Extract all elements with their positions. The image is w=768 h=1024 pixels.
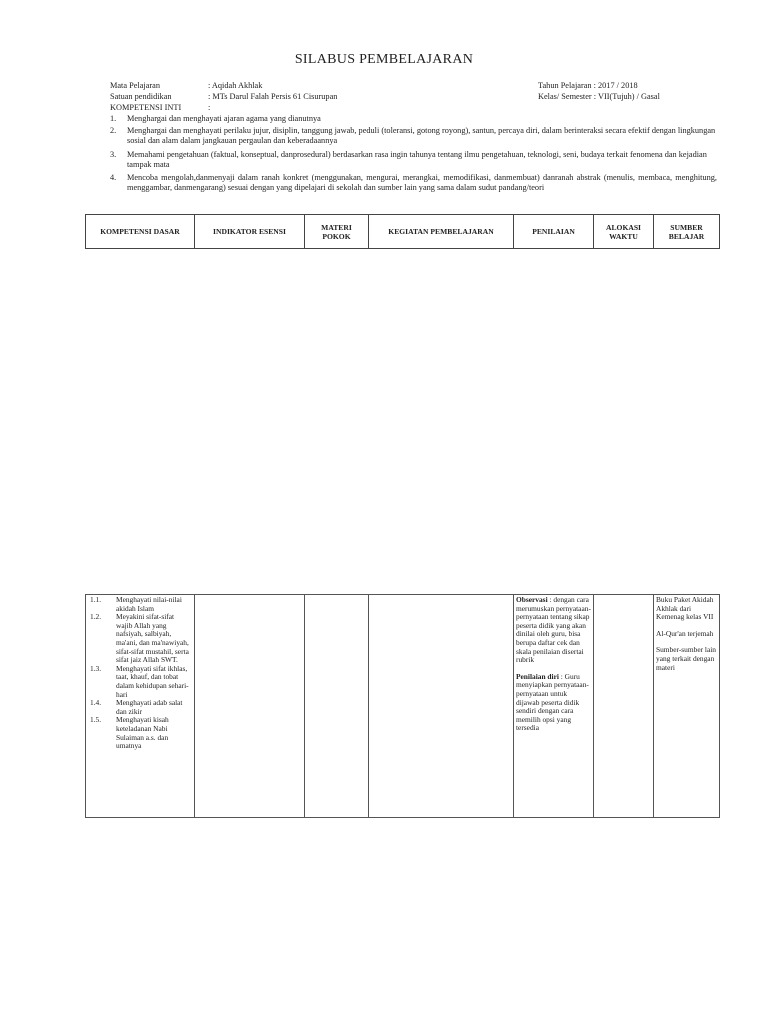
kd-text: Menghayati nilai-nilai akidah Islam xyxy=(116,595,182,613)
penilaian-observasi xyxy=(516,596,591,665)
sumber-cell xyxy=(654,595,720,818)
ki-item xyxy=(110,150,720,170)
ki-item xyxy=(110,173,720,203)
penilaian-diri xyxy=(516,673,591,733)
col-penilaian: PENILAIAN xyxy=(514,215,594,249)
kd-number: 1.4. xyxy=(90,698,102,708)
kd-number: 1.1. xyxy=(90,595,102,604)
col-indikator-esensi: INDIKATOR ESENSI xyxy=(195,215,305,249)
ki-number: 2. xyxy=(110,126,117,135)
kd-text: Menghayati adab salat dan zikir xyxy=(116,698,183,716)
ki-label: KOMPETENSI INTI xyxy=(110,103,182,112)
ki-number: 4. xyxy=(110,173,117,182)
kd-item xyxy=(88,665,192,699)
col-kegiatan-pembelajaran: KEGIATAN PEMBELAJARAN xyxy=(369,215,514,249)
col-kompetensi-dasar: KOMPETENSI DASAR xyxy=(86,215,195,249)
col-materi-pokok: MATERI POKOK xyxy=(305,215,369,249)
ki-item xyxy=(110,114,720,124)
satuan-value: : MTs Darul Falah Persis 61 Cisurupan xyxy=(208,92,338,101)
kd-cell xyxy=(86,595,195,818)
kd-text: Menghayati kisah keteladanan Nabi Sulaiman a.s. dan umatnya xyxy=(116,715,169,751)
kelas-semester: Kelas/ Semester : VII(Tujuh) / Gasal xyxy=(538,92,660,101)
ki-colon: : xyxy=(208,103,211,112)
kd-item xyxy=(88,613,192,665)
observasi-label: Observasi xyxy=(516,595,548,604)
kd-number: 1.3. xyxy=(90,663,102,673)
col-sumber-belajar: SUMBER BELAJAR xyxy=(654,215,720,249)
kd-item xyxy=(88,596,192,613)
penilaian-diri-label: Penilaian diri xyxy=(516,671,559,681)
col-alokasi-waktu: ALOKASI WAKTU xyxy=(594,215,654,249)
ki-text: Menghargai dan menghayati perilaku jujur, disiplin, tanggung jawab, peduli (toleransi, gotong royong), santun, percaya diri, dalam berinteraksi secara efektif dengan lingkungan sosial dan alam dalam jangkauan pergaulan dan keberadaannya xyxy=(127,126,716,145)
mapel-label: Mata Pelajaran xyxy=(110,81,160,90)
kegiatan-cell xyxy=(369,595,514,818)
materi-cell xyxy=(305,595,369,818)
sumber-lain: Sumber-sumber lain yang terkait dengan materi xyxy=(656,645,716,672)
kd-item xyxy=(88,716,192,750)
alokasi-cell xyxy=(594,595,654,818)
sumber-alquran: Al-Qur'an terjemah xyxy=(656,628,714,638)
penilaian-cell xyxy=(514,595,594,818)
ki-number: 3. xyxy=(110,150,117,159)
kd-number: 1.5. xyxy=(90,715,102,725)
ki-text: Mencoba mengolah,danmenyaji dalam ranah konkret (menggunakan, mengurai, merangkai, memodifikasi, danmembuat) danranah abstrak (menulis, membaca, menghitung, menggambar, danmengarang) sesuai dengan yang dipelajari di sekolah dan sumber lain yang sama dalam sudut pandang/teori xyxy=(127,173,717,192)
indikator-cell xyxy=(195,595,305,818)
penilaian-diri-text: : Guru menyiapkan pernyataan-pernyataan untuk dijawab peserta didik sendiri dengan cara memilih opsi yang tersedia xyxy=(516,671,589,733)
kd-item xyxy=(88,699,192,716)
tahun-pelajaran: Tahun Pelajaran : 2017 / 2018 xyxy=(538,81,638,90)
mapel-value: : Aqidah Akhlak xyxy=(208,81,263,90)
kd-number: 1.2. xyxy=(90,612,102,622)
kd-text: Meyakini sifat-sifat wajib Allah yang nafsiyah, salbiyah, ma'ani, dan ma'nawiyah, sifat-sifat mustahil, serta sifat jaiz Allah SWT. xyxy=(116,612,189,665)
ki-number: 1. xyxy=(110,114,117,123)
kd-text: Menghayati sifat ikhlas, taat, khauf, dan tobat dalam kehidupan sehari-hari xyxy=(116,663,189,699)
page-title: SILABUS PEMBELAJARAN xyxy=(294,52,474,67)
ki-text: Menghargai dan menghayati ajaran agama yang dianutnya xyxy=(127,114,321,123)
satuan-label: Satuan pendidikan xyxy=(110,92,172,101)
observasi-text: : dengan cara merumuskan pernyataan-pernyataan tentang sikap peserta didik yang akan dinilai oleh guru, bisa berupa daftar cek dan skala penilaian disertai rubrik xyxy=(516,595,591,665)
syllabus-header-table xyxy=(85,214,720,249)
ki-item xyxy=(110,126,720,146)
syllabus-content-table xyxy=(85,594,720,818)
ki-text: Memahami pengetahuan (faktual, konseptual, danprosedural) berdasarkan rasa ingin tahunya tentang ilmu pengetahuan, teknologi, seni, budaya terkait fenomena dan kejadian tampak mata xyxy=(127,150,707,169)
sumber-buku-paket: Buku Paket Akidah Akhlak dari Kemenag kelas VII xyxy=(656,595,714,622)
